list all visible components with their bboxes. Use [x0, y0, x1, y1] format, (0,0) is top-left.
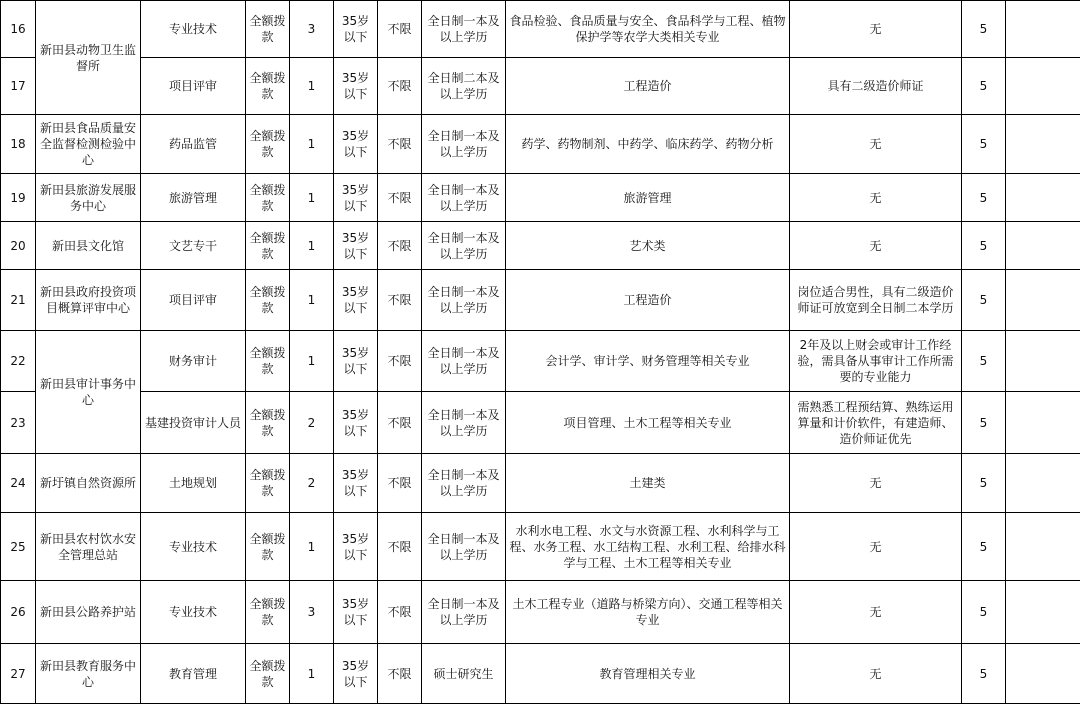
education-requirement: 硕士研究生 — [422, 644, 506, 704]
row-number: 16 — [1, 1, 36, 58]
unit-name: 新圩镇自然资源所 — [36, 454, 141, 513]
other-requirement: 无 — [790, 222, 962, 270]
gender-limit: 不限 — [378, 513, 422, 581]
hire-count: 1 — [290, 513, 334, 581]
other-requirement: 需熟悉工程预结算、熟练运用算量和计价软件，有建造师、造价师证优先 — [790, 392, 962, 454]
funding-type: 全额拨款 — [246, 513, 290, 581]
other-requirement: 岗位适合男性，具有二级造价师证可放宽到全日制二本学历 — [790, 270, 962, 331]
row-number: 24 — [1, 454, 36, 513]
other-requirement: 具有二级造价师证 — [790, 58, 962, 115]
age-limit: 35岁以下 — [334, 454, 378, 513]
age-limit: 35岁以下 — [334, 331, 378, 392]
note — [1006, 644, 1080, 704]
hire-count: 1 — [290, 222, 334, 270]
hire-count: 2 — [290, 392, 334, 454]
gender-limit: 不限 — [378, 222, 422, 270]
unit-name: 新田县教育服务中心 — [36, 644, 141, 704]
age-limit: 35岁以下 — [334, 222, 378, 270]
exam-ratio: 5 — [962, 58, 1006, 115]
unit-name: 新田县旅游发展服务中心 — [36, 174, 141, 222]
major-requirement: 工程造价 — [506, 58, 790, 115]
exam-ratio: 5 — [962, 581, 1006, 644]
hire-count: 3 — [290, 1, 334, 58]
major-requirement: 水利水电工程、水文与水资源工程、水利科学与工程、水务工程、水工结构工程、水利工程、给排水科学与工程、土木工程等相关专业 — [506, 513, 790, 581]
gender-limit: 不限 — [378, 174, 422, 222]
hire-count: 2 — [290, 454, 334, 513]
age-limit: 35岁以下 — [334, 1, 378, 58]
major-requirement: 项目管理、土木工程等相关专业 — [506, 392, 790, 454]
gender-limit: 不限 — [378, 644, 422, 704]
position-name: 专业技术 — [141, 581, 246, 644]
funding-type: 全额拨款 — [246, 222, 290, 270]
note — [1006, 392, 1080, 454]
note — [1006, 581, 1080, 644]
note — [1006, 174, 1080, 222]
hire-count: 1 — [290, 331, 334, 392]
other-requirement: 无 — [790, 513, 962, 581]
unit-name: 新田县农村饮水安全管理总站 — [36, 513, 141, 581]
exam-ratio: 5 — [962, 270, 1006, 331]
other-requirement: 无 — [790, 115, 962, 174]
table-row — [1, 58, 1080, 115]
other-requirement: 无 — [790, 644, 962, 704]
note — [1006, 115, 1080, 174]
hire-count: 1 — [290, 270, 334, 331]
funding-type: 全额拨款 — [246, 331, 290, 392]
age-limit: 35岁以下 — [334, 115, 378, 174]
age-limit: 35岁以下 — [334, 581, 378, 644]
unit-name: 新田县公路养护站 — [36, 581, 141, 644]
table-row — [1, 222, 1080, 270]
education-requirement: 全日制二本及以上学历 — [422, 58, 506, 115]
position-name: 专业技术 — [141, 513, 246, 581]
hire-count: 1 — [290, 174, 334, 222]
education-requirement: 全日制一本及以上学历 — [422, 270, 506, 331]
position-name: 土地规划 — [141, 454, 246, 513]
education-requirement: 全日制一本及以上学历 — [422, 222, 506, 270]
major-requirement: 会计学、审计学、财务管理等相关专业 — [506, 331, 790, 392]
position-name: 专业技术 — [141, 1, 246, 58]
note — [1006, 454, 1080, 513]
unit-name: 新田县政府投资项目概算评审中心 — [36, 270, 141, 331]
exam-ratio: 5 — [962, 331, 1006, 392]
funding-type: 全额拨款 — [246, 392, 290, 454]
funding-type: 全额拨款 — [246, 115, 290, 174]
age-limit: 35岁以下 — [334, 392, 378, 454]
position-name: 药品监管 — [141, 115, 246, 174]
gender-limit: 不限 — [378, 581, 422, 644]
position-name: 教育管理 — [141, 644, 246, 704]
unit-name: 新田县动物卫生监督所 — [36, 1, 141, 115]
row-number: 27 — [1, 644, 36, 704]
table-row — [1, 270, 1080, 331]
row-number: 22 — [1, 331, 36, 392]
hire-count: 3 — [290, 581, 334, 644]
note — [1006, 270, 1080, 331]
note — [1006, 58, 1080, 115]
other-requirement: 无 — [790, 581, 962, 644]
funding-type: 全额拨款 — [246, 58, 290, 115]
gender-limit: 不限 — [378, 331, 422, 392]
other-requirement: 无 — [790, 174, 962, 222]
note — [1006, 222, 1080, 270]
gender-limit: 不限 — [378, 454, 422, 513]
row-number: 17 — [1, 58, 36, 115]
funding-type: 全额拨款 — [246, 1, 290, 58]
hire-count: 1 — [290, 644, 334, 704]
row-number: 25 — [1, 513, 36, 581]
table-row — [1, 331, 1080, 392]
note — [1006, 513, 1080, 581]
education-requirement: 全日制一本及以上学历 — [422, 454, 506, 513]
funding-type: 全额拨款 — [246, 174, 290, 222]
other-requirement: 无 — [790, 454, 962, 513]
position-name: 旅游管理 — [141, 174, 246, 222]
education-requirement: 全日制一本及以上学历 — [422, 513, 506, 581]
education-requirement: 全日制一本及以上学历 — [422, 331, 506, 392]
position-name: 项目评审 — [141, 58, 246, 115]
row-number: 20 — [1, 222, 36, 270]
exam-ratio: 5 — [962, 454, 1006, 513]
gender-limit: 不限 — [378, 270, 422, 331]
exam-ratio: 5 — [962, 222, 1006, 270]
hire-count: 1 — [290, 115, 334, 174]
gender-limit: 不限 — [378, 115, 422, 174]
row-number: 23 — [1, 392, 36, 454]
gender-limit: 不限 — [378, 1, 422, 58]
education-requirement: 全日制一本及以上学历 — [422, 581, 506, 644]
table-row — [1, 513, 1080, 581]
exam-ratio: 5 — [962, 174, 1006, 222]
funding-type: 全额拨款 — [246, 270, 290, 331]
position-name: 基建投资审计人员 — [141, 392, 246, 454]
exam-ratio: 5 — [962, 115, 1006, 174]
funding-type: 全额拨款 — [246, 581, 290, 644]
major-requirement: 旅游管理 — [506, 174, 790, 222]
gender-limit: 不限 — [378, 58, 422, 115]
exam-ratio: 5 — [962, 644, 1006, 704]
row-number: 21 — [1, 270, 36, 331]
other-requirement: 无 — [790, 1, 962, 58]
table-row — [1, 581, 1080, 644]
major-requirement: 土建类 — [506, 454, 790, 513]
education-requirement: 全日制一本及以上学历 — [422, 174, 506, 222]
age-limit: 35岁以下 — [334, 513, 378, 581]
hire-count: 1 — [290, 58, 334, 115]
table-row — [1, 454, 1080, 513]
major-requirement: 食品检验、食品质量与安全、食品科学与工程、植物保护学等农学大类相关专业 — [506, 1, 790, 58]
row-number: 26 — [1, 581, 36, 644]
funding-type: 全额拨款 — [246, 644, 290, 704]
other-requirement: 2年及以上财会或审计工作经验，需具备从事审计工作所需要的专业能力 — [790, 331, 962, 392]
education-requirement: 全日制一本及以上学历 — [422, 392, 506, 454]
position-name: 项目评审 — [141, 270, 246, 331]
funding-type: 全额拨款 — [246, 454, 290, 513]
major-requirement: 教育管理相关专业 — [506, 644, 790, 704]
major-requirement: 药学、药物制剂、中药学、临床药学、药物分析 — [506, 115, 790, 174]
unit-name: 新田县文化馆 — [36, 222, 141, 270]
note — [1006, 331, 1080, 392]
major-requirement: 工程造价 — [506, 270, 790, 331]
position-name: 财务审计 — [141, 331, 246, 392]
major-requirement: 艺术类 — [506, 222, 790, 270]
age-limit: 35岁以下 — [334, 270, 378, 331]
education-requirement: 全日制一本及以上学历 — [422, 115, 506, 174]
unit-name: 新田县审计事务中心 — [36, 331, 141, 454]
table-row — [1, 1, 1080, 58]
unit-name: 新田县食品质量安全监督检测检验中心 — [36, 115, 141, 174]
table-row — [1, 174, 1080, 222]
table-row — [1, 115, 1080, 174]
exam-ratio: 5 — [962, 513, 1006, 581]
table-row — [1, 392, 1080, 454]
row-number: 19 — [1, 174, 36, 222]
gender-limit: 不限 — [378, 392, 422, 454]
position-name: 文艺专干 — [141, 222, 246, 270]
row-number: 18 — [1, 115, 36, 174]
table-row — [1, 644, 1080, 704]
age-limit: 35岁以下 — [334, 174, 378, 222]
major-requirement: 土木工程专业（道路与桥梁方向）、交通工程等相关专业 — [506, 581, 790, 644]
exam-ratio: 5 — [962, 1, 1006, 58]
education-requirement: 全日制一本及以上学历 — [422, 1, 506, 58]
note — [1006, 1, 1080, 58]
age-limit: 35岁以下 — [334, 644, 378, 704]
age-limit: 35岁以下 — [334, 58, 378, 115]
exam-ratio: 5 — [962, 392, 1006, 454]
